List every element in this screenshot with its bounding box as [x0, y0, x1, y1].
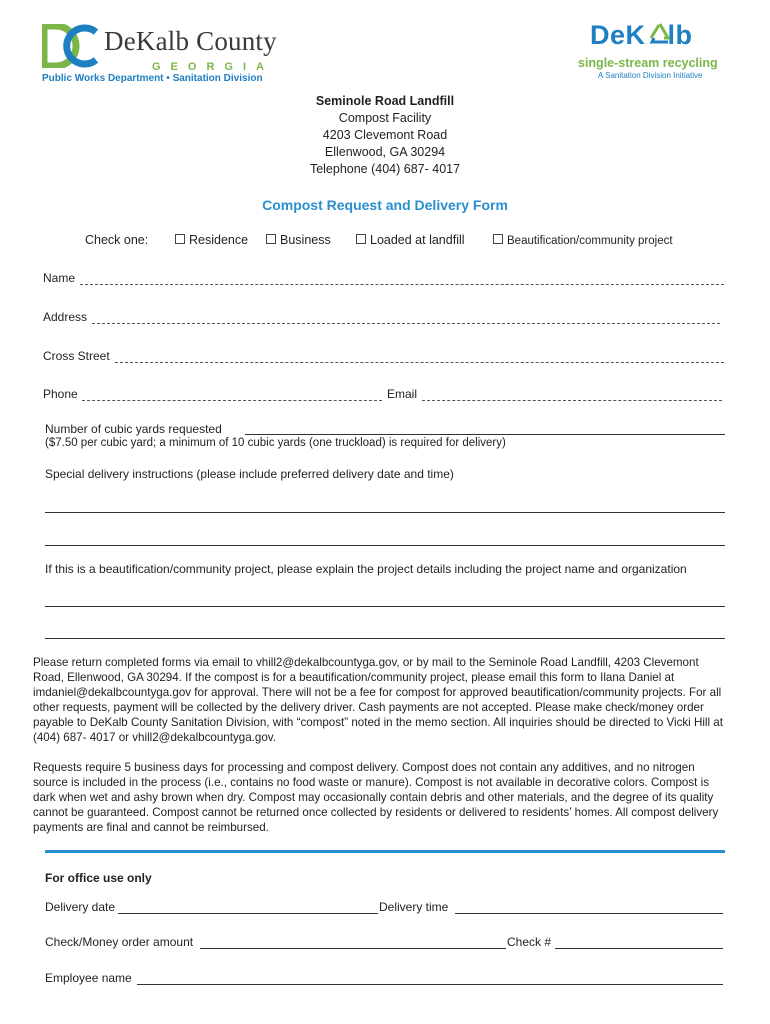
checkbox-icon[interactable]: [266, 234, 276, 244]
cubic-yards-field[interactable]: [245, 434, 725, 435]
recycling-tagline: single-stream recycling: [578, 56, 718, 70]
facility-street: 4203 Clevemont Road: [322, 128, 448, 142]
check-one-label: Check one:: [85, 233, 149, 247]
option-loaded-at-landfill[interactable]: Loaded at landfill: [356, 233, 465, 247]
brand-part-1: DeK: [590, 20, 646, 50]
cross-street-field[interactable]: [115, 361, 724, 363]
address-field[interactable]: [92, 322, 720, 324]
name-label: Name: [43, 271, 76, 285]
special-instructions-label: Special delivery instructions (please include preferred delivery date and time): [45, 467, 454, 481]
check-amount-field[interactable]: [200, 948, 506, 949]
employee-name-label: Employee name: [45, 971, 132, 985]
check-number-label: Check #: [507, 935, 552, 949]
project-details-label: If this is a beautification/community project, please explain the project details including the project name and organization: [45, 562, 687, 576]
cross-street-label: Cross Street: [43, 349, 110, 363]
facility-phone: Telephone (404) 687- 4017: [309, 162, 461, 176]
special-instructions-line-2[interactable]: [45, 545, 725, 546]
facility-name: Seminole Road Landfill: [315, 94, 455, 108]
project-details-line-2[interactable]: [45, 638, 725, 639]
state-name: GEORGIA: [152, 61, 274, 73]
delivery-terms-paragraph: Requests require 5 business days for processing and compost delivery. Compost does not contain any additives, and no nitrogen source is included in the process (i.e., contains no food waste or manure). Compost is not available in decorative colors. Compost is dark when wet and ashy brown when dry. Compost may occasionally contain debris and other materials, and the degree of its quality cannot be guaranteed. Compost cannot be returned once collected by residents or delivered to residents’ homes. All compost delivery payments are final and cannot be reimbursed.: [33, 761, 719, 834]
delivery-date-field[interactable]: [118, 913, 378, 914]
facility-city: Ellenwood, GA 30294: [324, 145, 446, 159]
check-number-field[interactable]: [555, 948, 723, 949]
delivery-time-label: Delivery time: [379, 900, 449, 914]
facility-unit: Compost Facility: [338, 111, 432, 125]
delivery-time-field[interactable]: [455, 913, 723, 914]
project-details-line-1[interactable]: [45, 606, 725, 607]
cubic-yards-note: ($7.50 per cubic yard; a minimum of 10 cubic yards (one truckload) is required for delivery): [45, 437, 506, 449]
checkbox-icon[interactable]: [493, 234, 503, 244]
dekalb-county-logo: [42, 20, 292, 84]
address-label: Address: [43, 310, 88, 324]
recycling-brand: [590, 20, 693, 51]
email-label: Email: [387, 387, 418, 401]
cubic-yards-label: Number of cubic yards requested: [45, 422, 222, 436]
recycling-subtitle: A Sanitation Division Initiative: [598, 71, 703, 80]
brand-part-2: lb: [667, 20, 693, 50]
checkbox-icon[interactable]: [356, 234, 366, 244]
department-line: Public Works Department • Sanitation Division: [42, 73, 263, 84]
option-residence[interactable]: Residence: [175, 233, 248, 247]
check-amount-label: Check/Money order amount: [45, 935, 194, 949]
county-brand-name: DeKalb County: [104, 26, 277, 56]
option-beautification[interactable]: Beautification/community project: [493, 234, 673, 247]
office-use-title: For office use only: [45, 871, 152, 885]
checkbox-icon[interactable]: [175, 234, 185, 244]
delivery-date-label: Delivery date: [45, 900, 116, 914]
employee-name-field[interactable]: [137, 984, 723, 985]
phone-label: Phone: [43, 387, 78, 401]
email-field[interactable]: [422, 399, 722, 401]
return-instructions-paragraph: Please return completed forms via email to vhill2@dekalbcountyga.gov, or by mail to the Seminole Road Landfill, 4203 Clevemont Road, Ellenwood, GA 30294. If the compost is for a beautification/community project, please email this form to Ilana Daniel at imdaniel@dekalbcountyga.gov for approval. There will not be a fee for compost for approved beautification/community projects. For all other requests, payment will be collected by the delivery driver. Cash payments are not accepted. Please make check/money order payable to DeKalb County Sanitation Division, with “compost” noted in the memo section. All inquiries should be directed to Vicki Hill at (404) 687- 4017 or vhill2@dekalbcountyga.gov.: [33, 656, 723, 744]
special-instructions-line-1[interactable]: [45, 512, 725, 513]
phone-field[interactable]: [82, 399, 382, 401]
dekalb-recycling-logo: [572, 20, 732, 84]
office-section-divider: [45, 850, 725, 853]
option-business[interactable]: Business: [266, 233, 331, 247]
dc-logo-mark-icon: [42, 24, 98, 68]
form-title: Compost Request and Delivery Form: [262, 197, 508, 213]
recycle-icon: [648, 22, 672, 48]
name-field[interactable]: [80, 283, 724, 285]
